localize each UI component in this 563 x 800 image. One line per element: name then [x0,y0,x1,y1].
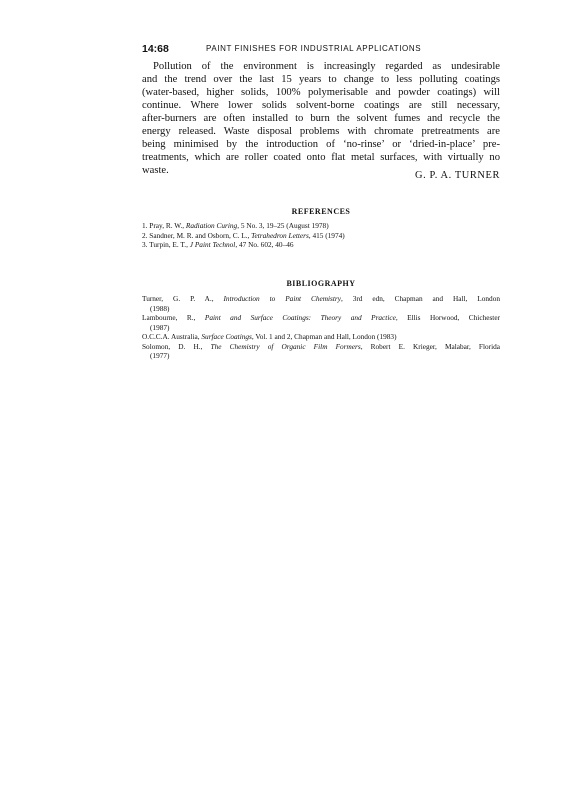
bibliography-continuation: (1987) [150,322,170,332]
bibliography-item [142,294,500,304]
bibliography-item [142,313,500,323]
reference-details: , 5 No. 3, 19–25 (August 1978) [237,221,329,230]
reference-item [142,231,500,241]
reference-item [142,221,500,231]
reference-item [142,240,500,250]
bibliography-authors: Turner, G. P. A., [142,294,224,303]
bibliography-list [142,294,500,361]
body-paragraph [142,60,500,177]
bibliography-item [142,332,500,342]
bibliography-authors: Solomon, D. H., [142,341,211,351]
reference-title: J Paint Technol [189,240,236,249]
paragraph-line: and the trend over the last 15 years to change to less polluting coatings [142,74,500,85]
bibliography-heading: BIBLIOGRAPHY [286,279,356,288]
paragraph-line: waste. [142,165,169,176]
page-number: 14:68 [142,43,169,55]
running-title: PAINT FINISHES FOR INDUSTRIAL APPLICATIONS [206,44,422,53]
bibliography-title: Paint and Surface Coatings: Theory and Practice [204,313,396,322]
bibliography-details: , Vol. 1 and 2, Chapman and Hall, London (1983) [251,332,397,341]
reference-authors: 3. Turpin, E. T., [142,240,190,249]
paragraph-line: continue. Where lower solids solvent-borne coatings are still necessary, [142,100,500,111]
bibliography-details: , Ellis Horwood, Chichester [395,313,500,322]
paragraph-line: (water-based, higher solids, 100% polymerisable and powder coatings) will [142,87,500,98]
paragraph-line: Pollution of the environment is increasingly regarded as undesirable [153,61,500,72]
reference-details: , 415 (1974) [308,230,345,240]
reference-details: , 47 No. 602, 40–46 [235,240,294,249]
paragraph-line: treatments, which are roller coated onto flat metal surfaces, with virtually no [142,152,500,163]
running-header [142,43,500,57]
reference-title: Tetrahedron Letters [251,230,309,240]
reference-authors: 2. Sandner, M. R. and Osborn, C. L., [142,230,252,240]
reference-title: Radiation Curing [185,221,238,230]
bibliography-continuation: (1977) [150,351,170,360]
bibliography-authors: O.C.C.A. Australia, [142,332,202,341]
bibliography-authors: Lambourne, R., [142,313,205,322]
reference-authors: 1. Pray, R. W., [142,221,186,230]
references-heading: REFERENCES [291,207,351,216]
paragraph-line: energy released. Waste disposal problems with chromate pretreatments are [142,126,500,137]
bibliography-item [142,342,500,352]
bibliography-details: , Robert E. Krieger, Malabar, Florida [360,341,501,351]
bibliography-title: Introduction to Paint Chemistry [223,294,341,303]
bibliography-continuation: (1988) [150,303,170,313]
bibliography-title: The Chemistry of Organic Film Formers [210,341,361,351]
references-list [142,221,500,250]
paragraph-line: after-burners are often installed to burn the solvent fumes and recycle the [142,113,500,124]
bibliography-details: , 3rd edn, Chapman and Hall, London [340,294,500,303]
author-signature: G. P. A. TURNER [414,170,500,181]
paragraph-line: being minimised by the introduction of ‘no-rinse’ or ‘dried-in-place’ pre- [142,139,500,150]
bibliography-title: Surface Coatings [201,332,252,341]
